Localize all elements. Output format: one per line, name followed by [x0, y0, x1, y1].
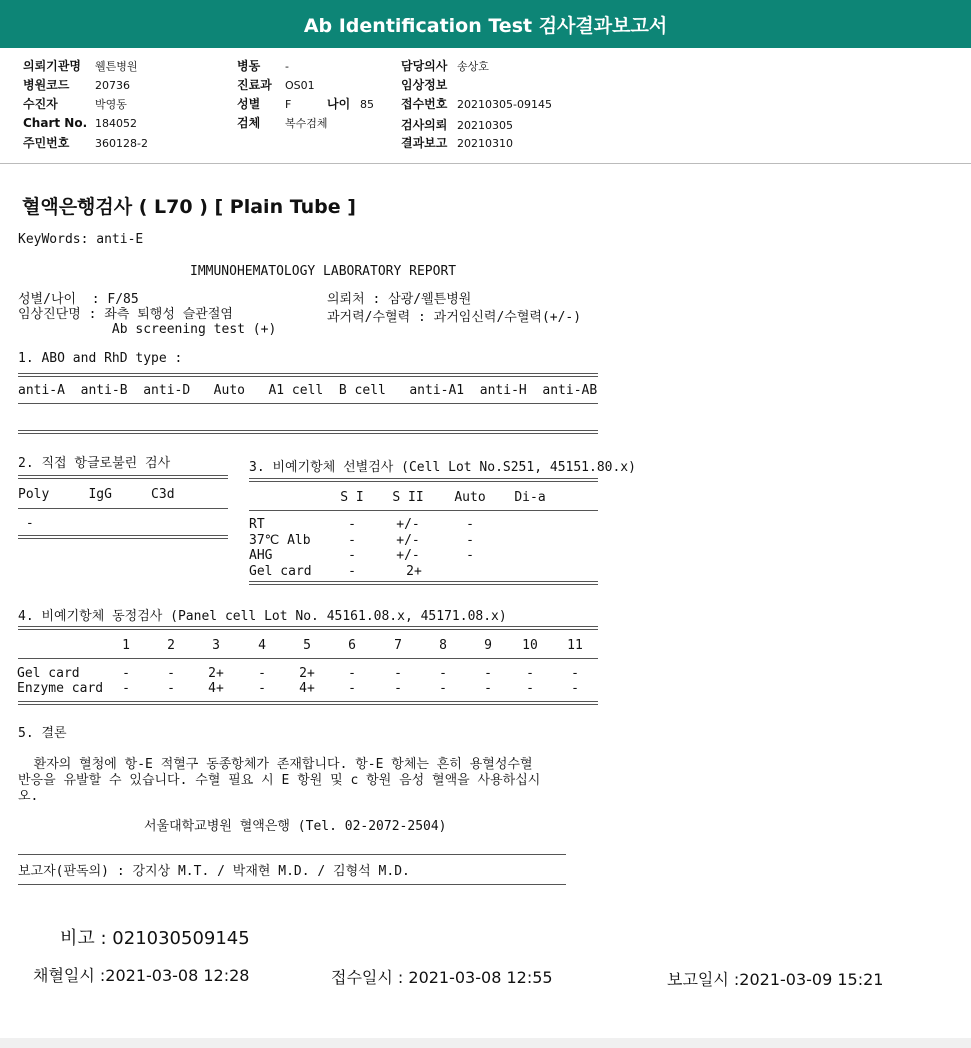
panel-cell: 2+: [299, 666, 315, 681]
info-label: 결과보고: [401, 136, 448, 150]
age-value: 85: [360, 98, 374, 111]
panel-row-label: Gel card: [17, 666, 80, 681]
panel-cell: -: [258, 666, 266, 681]
info-label: 접수번호: [401, 97, 448, 111]
info-value: 웰튼병원: [95, 60, 138, 73]
single-rule: [18, 403, 598, 404]
panel-header: 7: [394, 638, 402, 653]
double-rule: [18, 430, 598, 434]
test-title: 혈액은행검사 ( L70 ) [ Plain Tube ]: [22, 196, 356, 218]
section-3-title: 3. 비예기항체 선별검사 (Cell Lot No.S251, 45151.80.x): [249, 460, 636, 475]
info-field: [401, 57, 489, 74]
panel-header: 11: [567, 638, 583, 653]
lab-report-title: IMMUNOHEMATOLOGY LABORATORY REPORT: [190, 264, 457, 279]
info-value: 20210305-09145: [457, 98, 552, 111]
section-2-title: 2. 직접 항글로불린 검사: [18, 456, 171, 471]
panel-row-label: Enzyme card: [17, 681, 104, 696]
screening-header: S II: [392, 490, 424, 505]
info-field: [237, 114, 328, 131]
info-label: 검체: [237, 116, 261, 130]
sex-age: 성별/나이 : F/85: [18, 292, 139, 307]
info-value: 박영동: [95, 98, 127, 111]
info-field: [237, 57, 289, 74]
dat-value: -: [18, 516, 34, 531]
screening-cell: -: [348, 564, 356, 579]
screening-header: S I: [340, 490, 364, 505]
panel-cell: -: [122, 666, 130, 681]
info-field: [23, 57, 138, 74]
info-field: [23, 116, 137, 130]
screening-header: Auto: [454, 490, 486, 505]
screening-header: Di-a: [514, 490, 546, 505]
conclusion-line-2: 반응을 유발할 수 있습니다. 수혈 필요 시 E 항원 및 c 항원 음성 혈액을 사용하십시: [18, 773, 541, 788]
info-field: [401, 134, 513, 151]
info-label: 병동: [237, 59, 261, 73]
panel-cell: 2+: [208, 666, 224, 681]
double-rule: [18, 475, 228, 479]
panel-cell: 4+: [208, 681, 224, 696]
blood-bank: 서울대학교병원 혈액은행 (Tel. 02-2072-2504): [144, 819, 447, 834]
panel-cell: -: [348, 666, 356, 681]
info-value: F: [285, 98, 292, 111]
info-value: 20210305: [457, 119, 513, 132]
panel-header: 10: [522, 638, 538, 653]
conclusion-line-1: 환자의 혈청에 항-E 적혈구 동종항체가 존재합니다. 항-E 항체는 흔히 용혈성수혈: [18, 757, 533, 772]
reported-time: 보고일시 :2021-03-09 15:21: [667, 970, 884, 989]
info-value: 송상호: [457, 60, 489, 73]
page-bottom-bar: [0, 1038, 971, 1048]
screening-cell: -: [466, 548, 474, 563]
info-value: 360128-2: [95, 137, 148, 150]
screening-cell: -: [348, 548, 356, 563]
info-label: Chart No.: [23, 116, 88, 130]
panel-header: 3: [212, 638, 220, 653]
info-label: 주민번호: [23, 136, 70, 150]
report-title: Ab Identification Test 검사결과보고서: [303, 14, 668, 37]
panel-header: 8: [439, 638, 447, 653]
info-field: [401, 76, 457, 93]
panel-cell: -: [122, 681, 130, 696]
panel-cell: -: [394, 681, 402, 696]
age-field: [327, 95, 374, 112]
panel-cell: 4+: [299, 681, 315, 696]
section-5-title: 5. 결론: [18, 726, 67, 741]
panel-cell: -: [258, 681, 266, 696]
info-value: 20210310: [457, 137, 513, 150]
double-rule: [18, 535, 228, 539]
info-field: [23, 76, 130, 93]
panel-cell: -: [571, 666, 579, 681]
info-label: 병원코드: [23, 78, 70, 92]
screening-cell: -: [348, 533, 356, 548]
section-1-title: 1. ABO and RhD type :: [18, 351, 183, 366]
info-field: [237, 95, 291, 112]
screening-cell: +/-: [396, 517, 420, 532]
info-value: 복수검체: [285, 117, 328, 130]
panel-cell: -: [484, 666, 492, 681]
info-label: 성별: [237, 97, 261, 111]
panel-cell: -: [484, 681, 492, 696]
info-field: [401, 116, 513, 133]
keywords: KeyWords: anti-E: [18, 232, 144, 247]
info-field: [237, 76, 315, 93]
info-label: 진료과: [237, 78, 272, 92]
info-label: 수진자: [23, 97, 58, 111]
panel-cell: -: [526, 681, 534, 696]
section-4-title: 4. 비예기항체 동정검사 (Panel cell Lot No. 45161.08.x, 45171.08.x): [18, 609, 507, 624]
info-label: 담당의사: [401, 59, 448, 73]
info-field: [23, 95, 127, 112]
info-label: 검사의뢰: [401, 118, 448, 132]
history: 과거력/수혈력 : 과거임신력/수혈력(+/-): [327, 310, 582, 325]
single-rule: [18, 658, 598, 659]
diagnosis-2: Ab screening test (+): [18, 322, 277, 337]
info-label: 임상정보: [401, 78, 448, 92]
conclusion-line-3: 오.: [18, 789, 39, 804]
report-header: [0, 0, 971, 48]
screening-cell: -: [466, 517, 474, 532]
diagnosis: 임상진단명 : 좌측 퇴행성 슬관절염: [18, 307, 233, 322]
panel-header: 1: [122, 638, 130, 653]
panel-cell: -: [439, 666, 447, 681]
screening-cell: +/-: [396, 533, 420, 548]
screening-cell: 2+: [406, 564, 422, 579]
single-rule: [18, 508, 228, 509]
double-rule: [18, 373, 598, 377]
double-rule: [18, 626, 598, 630]
panel-header: 2: [167, 638, 175, 653]
panel-cell: -: [571, 681, 579, 696]
screening-row-label: 37℃ Alb: [249, 533, 311, 548]
panel-cell: -: [167, 666, 175, 681]
panel-cell: -: [526, 666, 534, 681]
screening-row-label: AHG: [249, 548, 273, 563]
screening-cell: +/-: [396, 548, 420, 563]
panel-cell: -: [348, 681, 356, 696]
age-label: 나이: [327, 97, 351, 111]
single-rule: [18, 854, 566, 855]
info-value: 184052: [95, 117, 137, 130]
dat-headers: Poly IgG C3d: [18, 487, 175, 502]
abo-headers: anti-A anti-B anti-D Auto A1 cell B cell anti-A1 anti-H anti-AB: [18, 383, 598, 398]
panel-header: 6: [348, 638, 356, 653]
info-field: [401, 95, 552, 112]
header-divider: [0, 163, 971, 164]
info-field: [23, 134, 148, 151]
single-rule: [18, 884, 566, 885]
info-value: -: [285, 60, 289, 73]
panel-cell: -: [439, 681, 447, 696]
screening-row-label: RT: [249, 517, 265, 532]
screening-row-label: Gel card: [249, 564, 312, 579]
double-rule: [18, 701, 598, 705]
double-rule: [249, 478, 598, 482]
screening-cell: -: [466, 533, 474, 548]
screening-cell: -: [348, 517, 356, 532]
info-label: 의뢰기관명: [23, 59, 81, 73]
reporters: 보고자(판독의) : 강지상 M.T. / 박재현 M.D. / 김형석 M.D.: [18, 864, 410, 879]
panel-header: 9: [484, 638, 492, 653]
single-rule: [249, 510, 598, 511]
double-rule: [249, 581, 598, 585]
info-value: OS01: [285, 79, 315, 92]
received-time: 접수일시 : 2021-03-08 12:55: [331, 968, 553, 987]
remark: 비고 : 021030509145: [60, 928, 250, 949]
panel-cell: -: [167, 681, 175, 696]
info-value: 20736: [95, 79, 130, 92]
collected-time: 채혈일시 :2021-03-08 12:28: [33, 966, 250, 985]
panel-header: 4: [258, 638, 266, 653]
panel-cell: -: [394, 666, 402, 681]
requester: 의뢰처 : 삼광/웰튼병원: [327, 292, 472, 307]
panel-header: 5: [303, 638, 311, 653]
